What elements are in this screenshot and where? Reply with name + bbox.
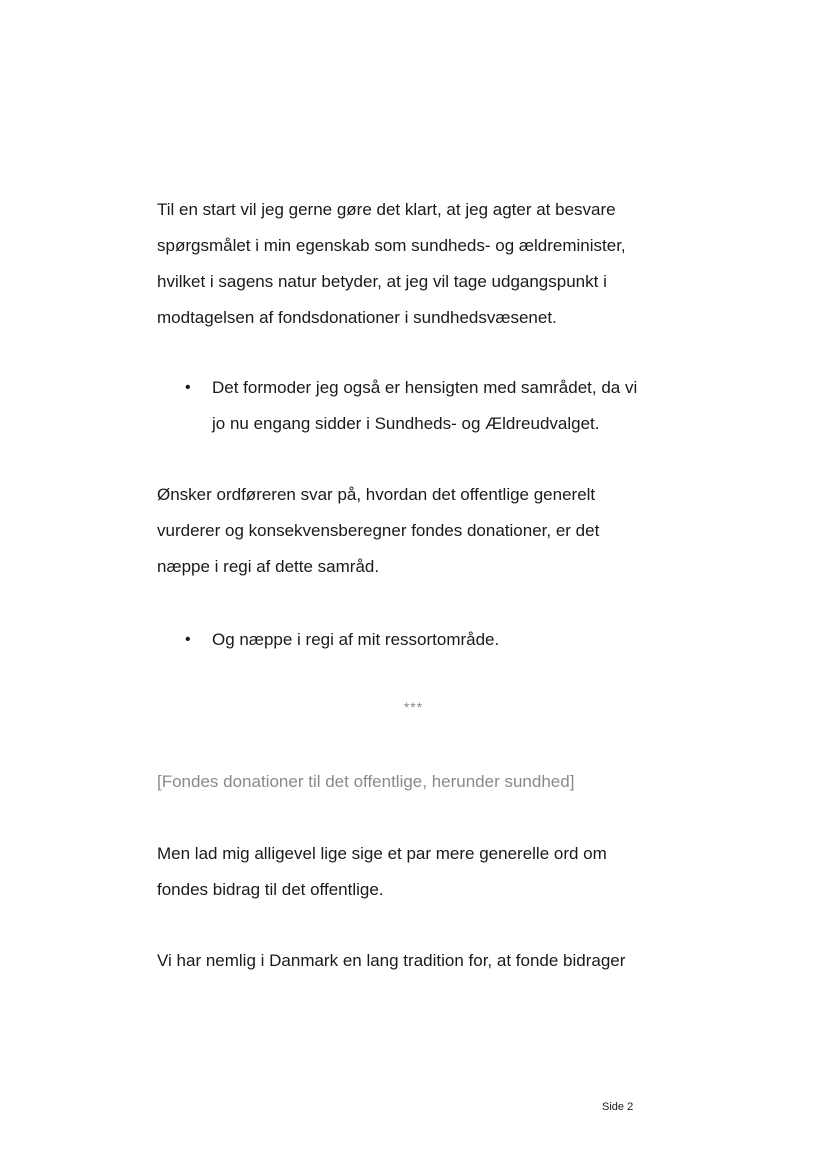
paragraph-generelle-ord [157,836,677,908]
paragraph-line: fondes bidrag til det offentlige. [157,880,384,899]
paragraph-line: Ønsker ordføreren svar på, hvordan det offentlige generelt [157,485,596,504]
paragraph-ordfoerer [157,477,677,585]
bullet-text [212,370,637,442]
page-number: Side 2 [602,1101,634,1113]
paragraph-line: spørgsmålet i min egenskab som sundheds- og ældreminister, [157,236,626,255]
bullet-icon: • [185,379,191,396]
paragraph-line: vurderer og konsekvensberegner fondes donationer, er det [157,521,600,540]
bullet-item-ressort [185,622,685,658]
bullet-text [212,622,499,658]
paragraph-line: modtagelsen af fondsdonationer i sundhedsvæsenet. [157,308,557,327]
section-separator: *** [403,699,424,715]
paragraph-intro [157,192,677,336]
bullet-line: jo nu engang sidder i Sundheds- og Ældreudvalget. [212,414,600,433]
bullet-icon: • [185,631,191,648]
paragraph-line: Men lad mig alligevel lige sige et par mere generelle ord om [157,844,607,863]
paragraph-line: Til en start vil jeg gerne gøre det klart, at jeg agter at besvare [157,200,616,219]
section-heading: [Fondes donationer til det offentlige, herunder sundhed] [157,772,575,791]
paragraph-line: hvilket i sagens natur betyder, at jeg vil tage udgangspunkt i [157,272,607,291]
bullet-line: Det formoder jeg også er hensigten med samrådet, da vi [212,378,638,397]
bullet-item-samraad [185,370,685,442]
paragraph-line: næppe i regi af dette samråd. [157,557,380,576]
paragraph-line: Vi har nemlig i Danmark en lang tradition for, at fonde bidrager [157,951,626,970]
bullet-line: Og næppe i regi af mit ressortområde. [212,630,500,649]
paragraph-tradition [157,943,677,979]
